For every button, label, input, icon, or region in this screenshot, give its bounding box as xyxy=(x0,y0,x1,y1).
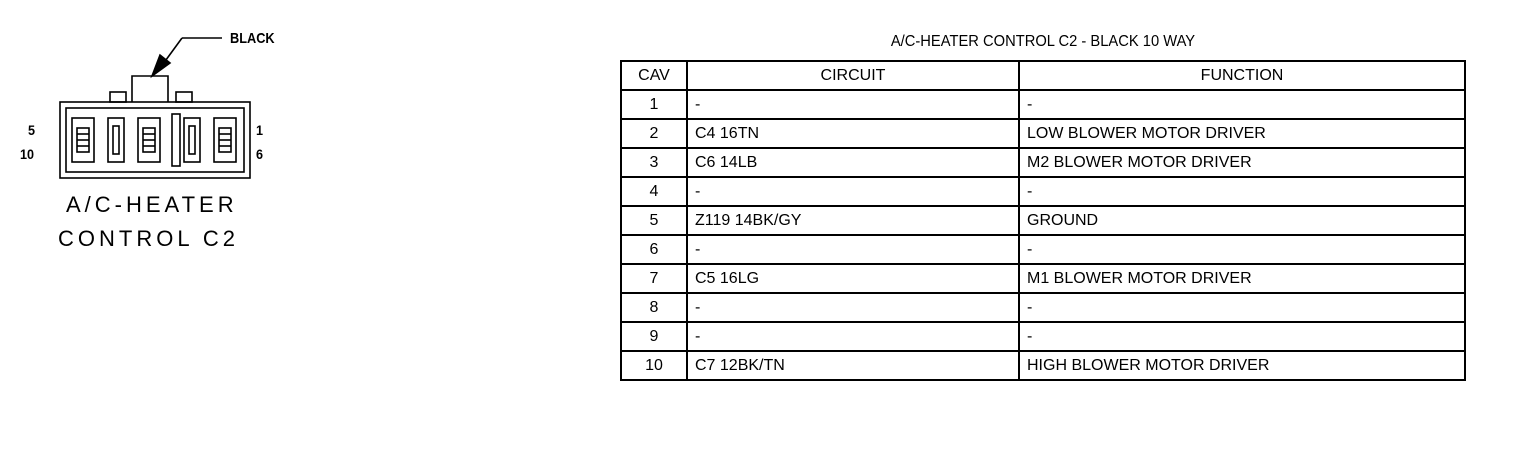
table-title: A/C-HEATER CONTROL C2 - BLACK 10 WAY xyxy=(890,33,1196,50)
cav-cell: 4 xyxy=(621,177,687,206)
table-row xyxy=(621,235,1465,264)
lock-tab xyxy=(132,76,168,102)
circuit-cell: C5 16LG xyxy=(687,264,1019,293)
function-cell: M2 BLOWER MOTOR DRIVER xyxy=(1019,148,1465,177)
circuit-cell: C4 16TN xyxy=(687,119,1019,148)
cavity-group xyxy=(72,114,236,166)
latch-window xyxy=(110,92,126,102)
header-cav: CAV xyxy=(621,61,687,90)
cav-cell: 10 xyxy=(621,351,687,380)
cav-cell: 5 xyxy=(621,206,687,235)
circuit-cell: - xyxy=(687,322,1019,351)
connector-diagram xyxy=(0,0,340,300)
circuit-cell: - xyxy=(687,90,1019,119)
table-row xyxy=(621,119,1465,148)
cav-cell: 2 xyxy=(621,119,687,148)
circuit-cell: Z119 14BK/GY xyxy=(687,206,1019,235)
circuit-cell: C7 12BK/TN xyxy=(687,351,1019,380)
header-circuit: CIRCUIT xyxy=(687,61,1019,90)
function-cell: - xyxy=(1019,177,1465,206)
function-cell: HIGH BLOWER MOTOR DRIVER xyxy=(1019,351,1465,380)
table-row xyxy=(621,322,1465,351)
header-function: FUNCTION xyxy=(1019,61,1465,90)
circuit-cell: - xyxy=(687,293,1019,322)
pin-label-bottom-left: 10 xyxy=(20,146,35,162)
cav-cell: 7 xyxy=(621,264,687,293)
function-cell: LOW BLOWER MOTOR DRIVER xyxy=(1019,119,1465,148)
function-cell: - xyxy=(1019,322,1465,351)
circuit-cell: C6 14LB xyxy=(687,148,1019,177)
table-row xyxy=(621,351,1465,380)
function-cell: - xyxy=(1019,293,1465,322)
table-row xyxy=(621,264,1465,293)
function-cell: - xyxy=(1019,235,1465,264)
connector-figure xyxy=(0,0,340,300)
cav-cell: 3 xyxy=(621,148,687,177)
table-row xyxy=(621,293,1465,322)
cav-cell: 1 xyxy=(621,90,687,119)
pin-label-top-left: 5 xyxy=(28,122,36,138)
connector-color-label: BLACK xyxy=(230,30,275,47)
cav-cell: 6 xyxy=(621,235,687,264)
cav-cell: 8 xyxy=(621,293,687,322)
function-cell: GROUND xyxy=(1019,206,1465,235)
table-row xyxy=(621,177,1465,206)
function-cell: M1 BLOWER MOTOR DRIVER xyxy=(1019,264,1465,293)
function-cell: - xyxy=(1019,90,1465,119)
connector-name-line1: A/C-HEATER xyxy=(66,192,238,217)
table-row xyxy=(621,206,1465,235)
table-header-row xyxy=(621,61,1465,90)
latch-window xyxy=(176,92,192,102)
pin-label-top-right: 1 xyxy=(256,122,264,138)
connector-name-line2: CONTROL C2 xyxy=(58,226,239,251)
pin-label-bottom-right: 6 xyxy=(256,146,264,162)
cav-cell: 9 xyxy=(621,322,687,351)
circuit-cell: - xyxy=(687,177,1019,206)
table-body xyxy=(621,90,1465,380)
circuit-cell: - xyxy=(687,235,1019,264)
table-row xyxy=(621,148,1465,177)
pinout-table xyxy=(620,60,1466,381)
table-row xyxy=(621,90,1465,119)
